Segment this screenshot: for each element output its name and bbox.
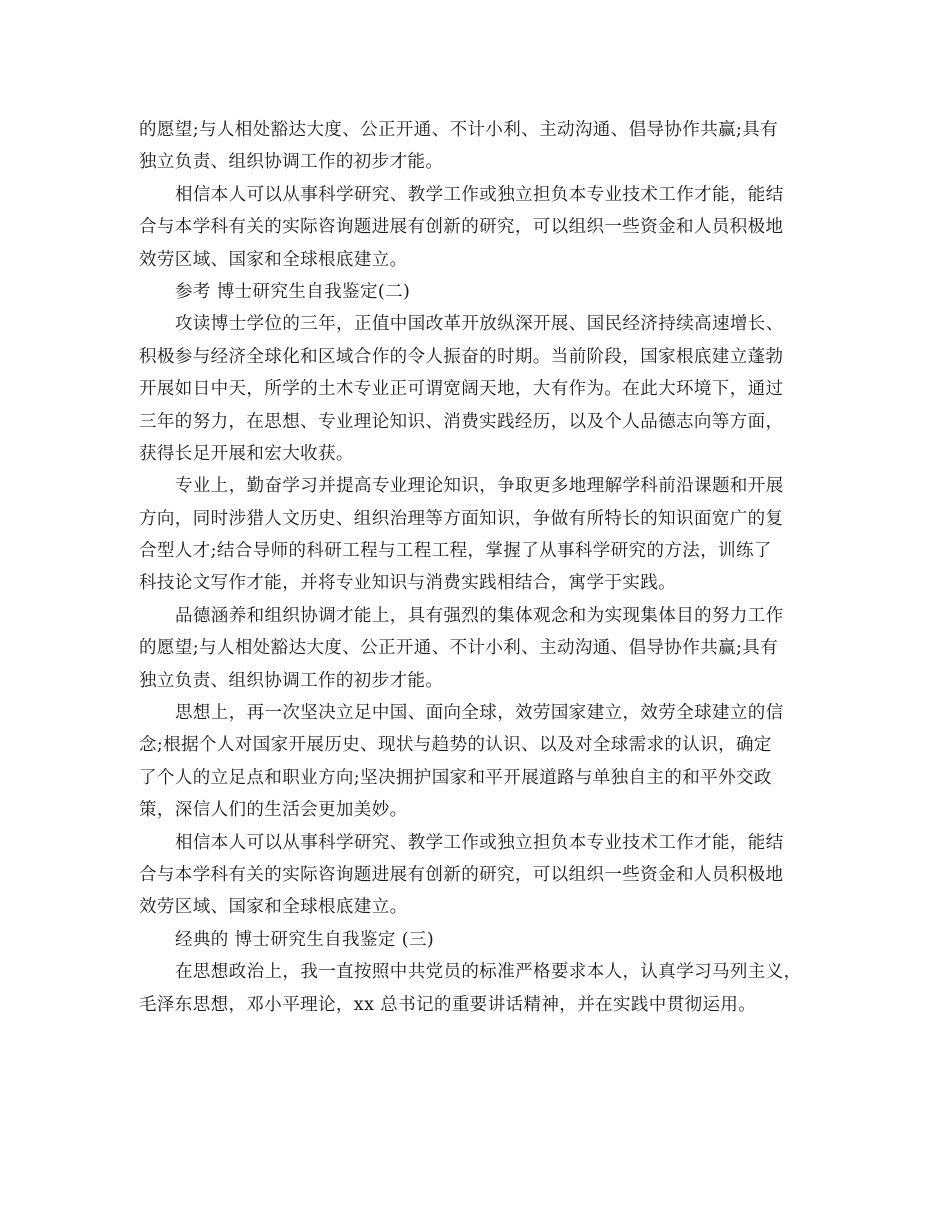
text-line: 策，深信人们的生活会更加美妙。	[139, 800, 408, 821]
text-line: 经典的 博士研究生自我鉴定 (三)	[175, 929, 435, 950]
text-line: 科技论文写作才能，并将专业知识与消费实践相结合，寓学于实践。	[139, 573, 676, 594]
text-line: 三年的努力，在思想、专业理论知识、消费实践经历，以及个人品德志向等方面，	[139, 411, 784, 432]
text-line: 开展如日中天，所学的土木专业正可谓宽阔天地，大有作为。在此大环境下，通过	[139, 379, 784, 400]
text-line: 在思想政治上，我一直按照中共党员的标准严格要求本人，认真学习马列主义，	[175, 962, 802, 983]
text-line: 了个人的立足点和职业方向;坚决拥护国家和平开展道路与单独自主的和平外交政	[139, 767, 772, 788]
text-line: 品德涵养和组织协调才能上，具有强烈的集体观念和为实现集体目的努力工作	[175, 605, 784, 626]
text-line: 毛泽东思想，邓小平理论，xx 总书记的重要讲话精神，并在实践中贯彻运用。	[139, 994, 757, 1015]
text-line: 效劳区域、国家和全球根底建立。	[139, 249, 408, 270]
text-line: 相信本人可以从事科学研究、教学工作或独立担负本专业技术工作才能，能结	[175, 184, 784, 205]
text-line: 参考 博士研究生自我鉴定(二)	[175, 281, 411, 302]
text-line: 独立负责、组织协调工作的初步才能。	[139, 152, 444, 173]
text-line: 的愿望;与人相处豁达大度、公正开通、不计小利、主动沟通、倡导协作共赢;具有	[139, 120, 779, 140]
text-line: 专业上，勤奋学习并提高专业理论知识，争取更多地理解学科前沿课题和开展	[175, 476, 784, 497]
text-line: 合型人才;结合导师的科研工程与工程工程，掌握了从事科学研究的方法，训练了	[139, 541, 772, 562]
text-line: 的愿望;与人相处豁达大度、公正开通、不计小利、主动沟通、倡导协作共赢;具有	[139, 638, 779, 659]
document-body	[139, 114, 839, 1021]
text-line: 攻读博士学位的三年，正值中国改革开放纵深开展、国民经济持续高速增长、	[175, 314, 784, 335]
text-line: 方向，同时涉猎人文历史、组织治理等方面知识，争做有所特长的知识面宽广的复	[139, 508, 784, 529]
text-line: 积极参与经济全球化和区域合作的令人振奋的时期。当前阶段，国家根底建立蓬勃	[139, 346, 784, 367]
text-line: 获得长足开展和宏大收获。	[139, 443, 354, 464]
text-line: 独立负责、组织协调工作的初步才能。	[139, 670, 444, 691]
text-line: 效劳区域、国家和全球根底建立。	[139, 897, 408, 918]
text-line: 合与本学科有关的实际咨询题进展有创新的研究，可以组织一些资金和人员积极地	[139, 864, 784, 885]
text-line: 念;根据个人对国家开展历史、现状与趋势的认识、以及对全球需求的认识，确定	[139, 735, 772, 756]
text-line: 相信本人可以从事科学研究、教学工作或独立担负本专业技术工作才能，能结	[175, 832, 784, 853]
text-line: 思想上，再一次坚决立足中国、面向全球，效劳国家建立，效劳全球建立的信	[175, 703, 784, 724]
text-line: 合与本学科有关的实际咨询题进展有创新的研究，可以组织一些资金和人员积极地	[139, 217, 784, 238]
